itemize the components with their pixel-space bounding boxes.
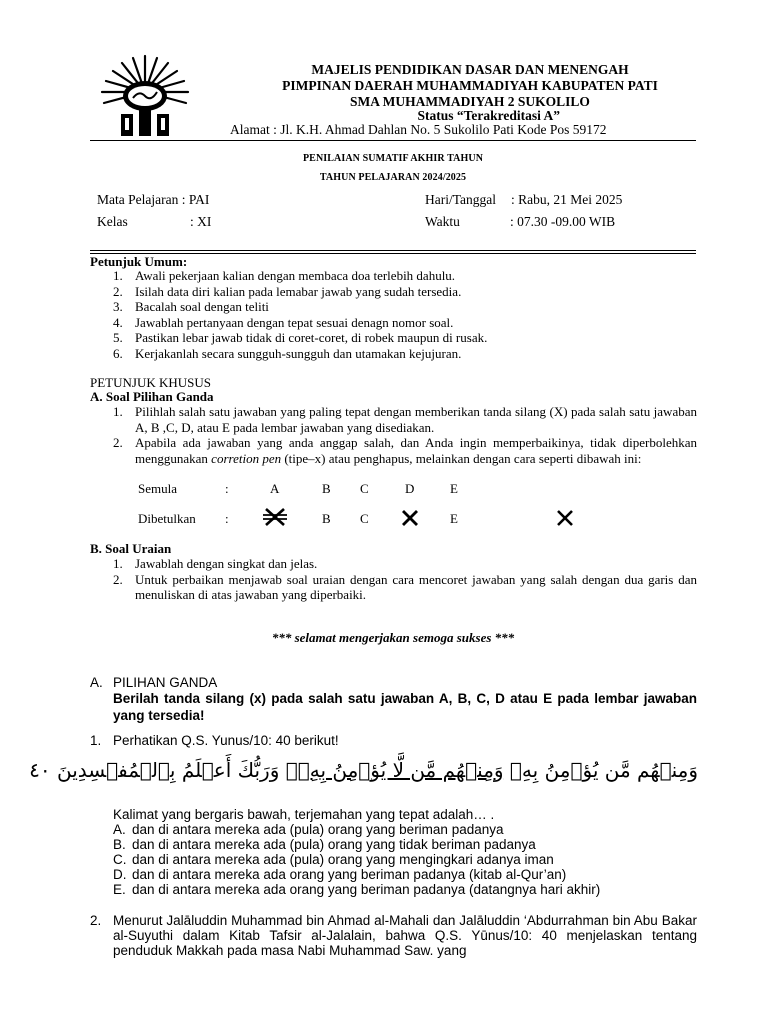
general-instructions-heading: Petunjuk Umum: [90, 254, 188, 269]
time-value: : 07.30 -09.00 WIB [510, 214, 616, 229]
question-1-text: Perhatikan Q.S. Yunus/10: 40 berikut! [113, 733, 339, 748]
multiple-choice-rules [113, 404, 697, 466]
cross-mark-icon [555, 508, 575, 528]
list-item: 1. Jawablah dengan singkat dan jelas. [113, 556, 318, 571]
sun-emblem-icon [95, 52, 195, 142]
closing-message: *** selamat mengerjakan semoga sukses *** [271, 630, 515, 645]
general-instructions-list [113, 268, 703, 361]
header-address: Alamat : Jl. K.H. Ahmad Dahlan No. 5 Sukolilo Pati Kode Pos 59172 [230, 122, 607, 137]
semula-option-d: D [405, 481, 415, 496]
header-organization: MAJELIS PENDIDIKAN DASAR DAN MENENGAH [311, 62, 629, 77]
list-item: 2. Apabila ada jawaban yang anda anggap salah, dan Anda ingin memperbaikinya, tidak diperbolehkan menggunakan corretion pen (tipe–x) atau penghapus, melainkan dengan cara seperti dibawah ini: [113, 435, 697, 466]
list-item: 2. Untuk perbaikan menjawab soal uraian dengan cara mencoret jawaban yang salah dengan dua garis dan menuliskan di atas jawaban yang diperbaiki. [113, 571, 697, 602]
exam-title: PENILAIAN SUMATIF AKHIR TAHUN [302, 153, 484, 164]
semula-option-c: C [360, 481, 369, 496]
question-2-text: Menurut Jalāluddin Muhammad bin Ahmad al-Mahali dan Jalāluddin ‘Abdurrahman bin Abu Bakar al-Suyuthi dalam Kitab Tafsir al-Jalalain, bahwa Q.S. Yūnus/10: 40 menjelaskan tentang penduduk Makkah pada masa Nabi Muhammad Saw. yang [113, 913, 697, 958]
date-label: Hari/Tanggal [425, 192, 497, 207]
list-item: 2. Isilah data diri kalian pada lemabar jawab yang sudah tersedia. [113, 283, 462, 299]
exam-year: TAHUN PELAJARAN 2024/2025 [319, 172, 467, 183]
semula-colon: : [225, 481, 229, 496]
option-c: C. dan di antara mereka ada (pula) orang yang mengingkari adanya iman [113, 852, 554, 867]
dibetulkan-colon: : [225, 511, 229, 526]
header-divider [90, 140, 696, 141]
essay-rules [113, 556, 697, 603]
struck-out-cross-icon [262, 507, 288, 527]
dibetulkan-option-b: B [322, 511, 331, 526]
list-item: 6. Kerjakanlah secara sungguh-sungguh dan utamakan kejujuran. [113, 345, 462, 361]
header-accreditation-status: Status “Terakreditasi A” [417, 108, 560, 123]
list-item: 3. Bacalah soal dengan teliti [113, 299, 269, 314]
list-item: 4. Jawablah pertanyaan dengan tepat sesuai denagn nomor soal. [113, 314, 454, 330]
semula-label: Semula [138, 481, 177, 496]
cross-mark-icon [400, 508, 420, 528]
option-a: A. dan di antara mereka ada (pula) orang yang beriman padanya [113, 822, 504, 837]
question-1-number: 1. [90, 733, 102, 748]
multiple-choice-subheading: A. Soal Pilihan Ganda [90, 389, 214, 404]
semula-option-a: A [270, 481, 280, 496]
list-item: 1. Awali pekerjaan kalian dengan membaca doa terlebih dahulu. [113, 268, 456, 283]
dibetulkan-option-e: E [450, 511, 458, 526]
header-school-name: SMA MUHAMMADIYAH 2 SUKOLILO [350, 94, 590, 109]
dibetulkan-label: Dibetulkan [138, 511, 196, 526]
dibetulkan-option-c: C [360, 511, 369, 526]
class-label: Kelas [97, 214, 128, 229]
essay-subheading: B. Soal Uraian [90, 541, 172, 556]
subject-label: Mata Pelajaran : PAI [97, 192, 210, 207]
section-a-label: A. [90, 675, 103, 690]
question-1-prompt: Kalimat yang bergaris bawah, terjemahan yang tepat adalah… . [113, 807, 495, 822]
question-1-options [113, 822, 697, 897]
section-a-instruction: Berilah tanda silang (x) pada salah satu jawaban A, B, C, D atau E pada lembar jawaban yang tersedia! [113, 691, 697, 723]
date-value: : Rabu, 21 Mei 2025 [511, 192, 623, 207]
semula-option-e: E [450, 481, 458, 496]
header-regional-board: PIMPINAN DAERAH MUHAMMADIYAH KABUPATEN PATI [282, 78, 658, 93]
list-item: 5. Pastikan lebar jawab tidak di coret-coret, di robek maupun di rusak. [113, 330, 488, 345]
option-e: E. dan di antara mereka ada orang yang beriman padanya (datangnya hari akhir) [113, 882, 601, 897]
option-b: B. dan di antara mereka ada (pula) orang yang tidak beriman padanya [113, 837, 536, 852]
school-logo [95, 52, 195, 142]
list-item: 1. Pilihlah salah satu jawaban yang paling tepat dengan memberikan tanda silang (X) pada salah satu jawaban A, B ,C, D, atau E pada lembar jawaban yang disediakan. [113, 404, 697, 435]
class-value: : XI [190, 214, 212, 229]
info-divider-top [90, 250, 696, 251]
time-label: Waktu [425, 214, 460, 229]
question-2-number: 2. [90, 913, 102, 928]
option-d: D. dan di antara mereka ada orang yang beriman padanya (kitab al-Qur’an) [113, 867, 567, 882]
section-a-title: PILIHAN GANDA [113, 675, 218, 690]
quran-verse-yunus-40: وَمِنۡهُم مَّن يُؤۡمِنُ بِهِۦ وَمِنۡهُم مَّن لَّا يُؤۡمِنُ بِهِۦۚ وَرَبُّكَ أَعۡلَمُ بِٱلۡمُفۡسِدِينَ ٤٠ [29, 758, 698, 782]
special-instructions-heading: PETUNJUK KHUSUS [90, 375, 211, 390]
semula-option-b: B [322, 481, 331, 496]
